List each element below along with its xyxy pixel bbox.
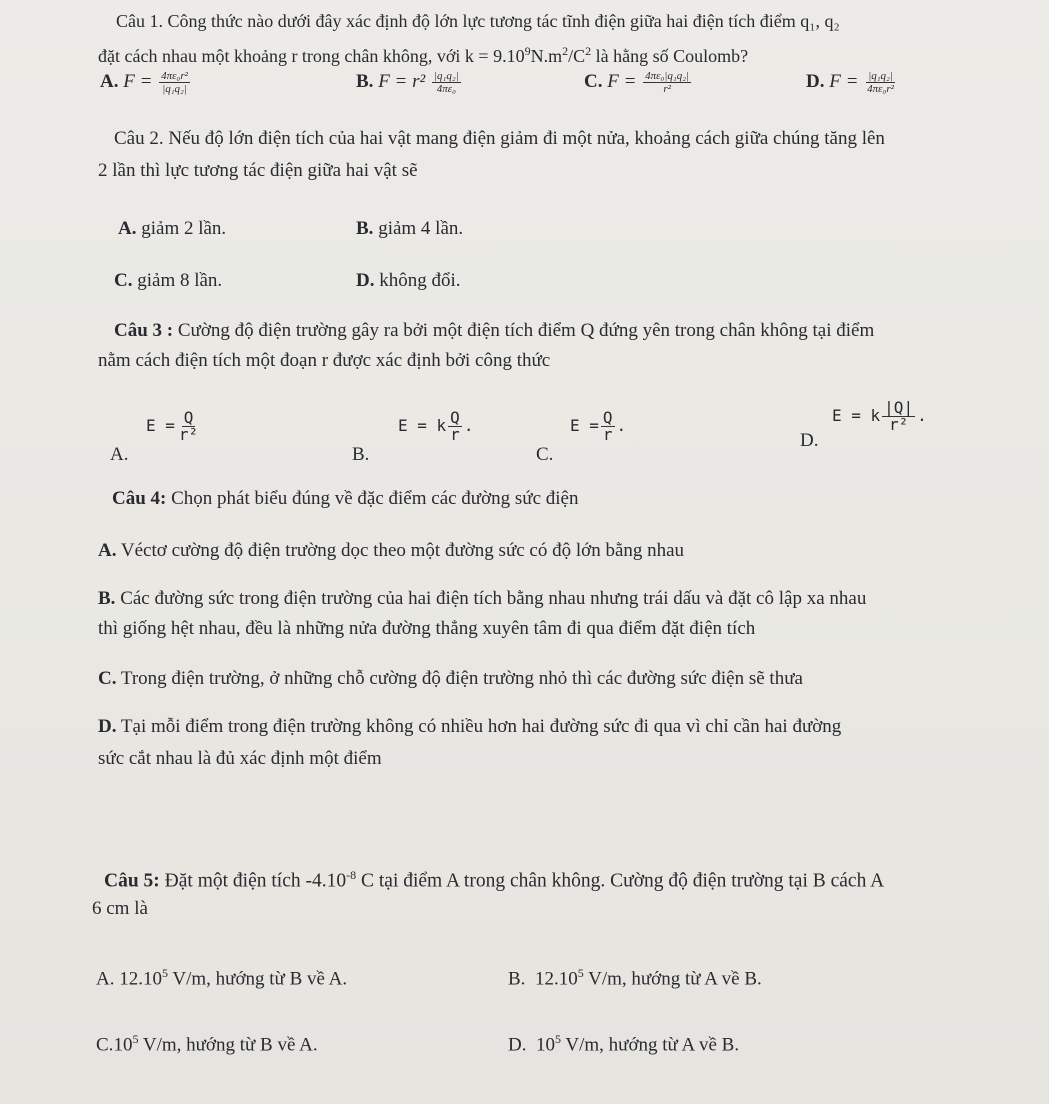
q1-stem-line1: Câu 1. Công thức nào dưới đây xác định độ lớn lực tương tác tĩnh điện giữa hai điện tích điểm q₁, q₂ (116, 11, 840, 31)
q4-option-c[interactable]: C. Trong điện trường, ở những chỗ cường độ điện trường nhỏ thì các đường sức điện sẽ thưa (98, 668, 803, 689)
q3-stem-line1: Câu 3 : Cường độ điện trường gây ra bởi một điện tích điểm Q đứng yên trong chân không tại điểm (114, 320, 875, 341)
q5-option-d[interactable]: D. $10^5$ V/m, hướng từ A về B. (508, 1032, 740, 1056)
q1-stem-line2: đặt cách nhau một khoảng r trong chân không, với $k = 9.10^9N.m^2/C^2$ là hằng số Coulomb? (98, 44, 749, 66)
q4-option-d-line2: sức cắt nhau là đủ xác định một điểm (98, 748, 382, 769)
q4-option-b-line2: thì giống hệt nhau, đều là những nửa đường thẳng xuyên tâm đi qua điểm đặt điện tích (98, 618, 756, 639)
q5-stem-line1: Câu 5: Đặt một điện tích $-4.10^{-8}$ C tại điểm A trong chân không. Cường độ điện trường tại B cách A (104, 868, 885, 892)
q4-option-b-line1[interactable]: B. Các đường sức trong điện trường của hai điện tích bằng nhau nhưng trái dấu và đặt cô lập xa nhau (98, 588, 867, 609)
q5-option-b[interactable]: B. 12.10$^5$ V/m, hướng từ A về B. (508, 966, 762, 990)
q4-option-a[interactable]: A. Véctơ cường độ điện trường dọc theo một đường sức có độ lớn bằng nhau (98, 540, 685, 561)
q5-option-c[interactable]: $C.10^5$ V/m, hướng từ B về A. (96, 1032, 318, 1056)
q1-option-c[interactable]: C. F = $\frac{\text{4πε₀|q₁q₂|}}{\text{r²}}$ (584, 70, 690, 95)
q2-option-d[interactable]: D. không đổi. (356, 270, 461, 291)
q3-stem-line2: nằm cách điện tích một đoạn r được xác định bởi công thức (98, 350, 551, 371)
q2-option-c[interactable]: C. giảm 8 lần. (114, 270, 223, 291)
q2-stem-line1: Câu 2. Nếu độ lớn điện tích của hai vật mang điện giảm đi một nửa, khoảng cách giữa chúng tăng lên (114, 128, 885, 149)
q2-option-a[interactable]: A. giảm 2 lần. (118, 218, 227, 239)
exam-page: Câu 1. Công thức nào dưới đây xác định độ lớn lực tương tác tĩnh điện giữa hai điện tích điểm q₁, q₂ đặt cách nhau một khoảng r trong chân không, với $k = 9.10^9N.m^2/C^2$ là hằng số Coulomb? A. F = $\frac{\text{4πε₀r²}}{\text{|q₁q₂|}}$ B. F = r² $\frac{\text{|q₁q₂|}}{\text{4πε₀}}$ C. F = $\frac{\text{4πε₀|q₁q₂|}}{\text{r²}}$ D. F = $\frac{\text{|q₁q₂|}}{\text{4πε₀r²}}$ Câu 2. Nếu độ lớn điện tích của hai vật mang điện giảm đi một nửa, khoảng cách giữa chúng tăng lên 2 lần thì lực tương tác điện giữa hai vật sẽ A. giảm 2 lần. B. giảm 4 lần. C. giảm 8 lần. D. không đổi. Câu 3 : Cường độ điện trường gây ra bởi một điện tích điểm Q đứng yên trong chân không tại điểm nằm cách điện tích một đoạn r được xác định bởi công thức A. E = $\frac{Q}{\text{r²}}$ B. E = k $\frac{Q}{r}$ . C. E = $\frac{Q}{r}$ . D. E = k $\frac{|Q|}{\text{r²}}$ . Câu 4: Chọn phát biểu đúng về đặc điểm các đường sức điện A. Véctơ cường độ điện trường dọc theo một đường sức có độ lớn bằng nhau B. Các đường sức trong điện trường của hai điện tích bằng nhau nhưng trái dấu và đặt cô lập xa nhau thì giống hệt nhau, đều là những nửa đường thẳng xuyên tâm đi qua điểm đặt điện tích C. Trong điện trường, ở những chỗ cường độ điện trường nhỏ thì các đường sức điện sẽ thưa D. Tại mỗi điểm trong điện trường không có nhiều hơn hai đường sức đi qua vì chỉ cần hai đường sức cắt nhau là đủ xác định một điểm Câu 5: Đặt một điện tích $-4.10^{-8}$ C tại điểm A trong chân không. Cường độ điện trường tại B cách A 6 cm là A. 12.10$^5$ V/m, hướng từ B về A. B. 12.10$^5$ V/m, hướng từ A về B. $C.10^5$ V/m, hướng từ B về A. D. $10^5$ V/m, hướng từ A về B. (0, 0, 1049, 1104)
q2-option-b[interactable]: B. giảm 4 lần. (356, 218, 464, 239)
q1-option-b[interactable]: B. F = r² $\frac{\text{|q₁q₂|}}{\text{4πε₀}}$ (356, 70, 459, 95)
q2-stem-line2: 2 lần thì lực tương tác điện giữa hai vật sẽ (98, 160, 418, 181)
q1-option-a[interactable]: A. F = $\frac{\text{4πε₀r²}}{\text{|q₁q₂|}}$ (100, 70, 188, 95)
q5-stem-line2: 6 cm là (92, 898, 148, 919)
q4-option-d-line1[interactable]: D. Tại mỗi điểm trong điện trường không có nhiều hơn hai đường sức đi qua vì chỉ cần hai đường (98, 716, 842, 737)
q5-option-a[interactable]: A. 12.10$^5$ V/m, hướng từ B về A. (96, 966, 348, 990)
q1-option-d[interactable]: D. F = $\frac{\text{|q₁q₂|}}{\text{4πε₀r²}}$ (806, 70, 894, 95)
q4-stem: Câu 4: Chọn phát biểu đúng về đặc điểm các đường sức điện (112, 488, 579, 509)
